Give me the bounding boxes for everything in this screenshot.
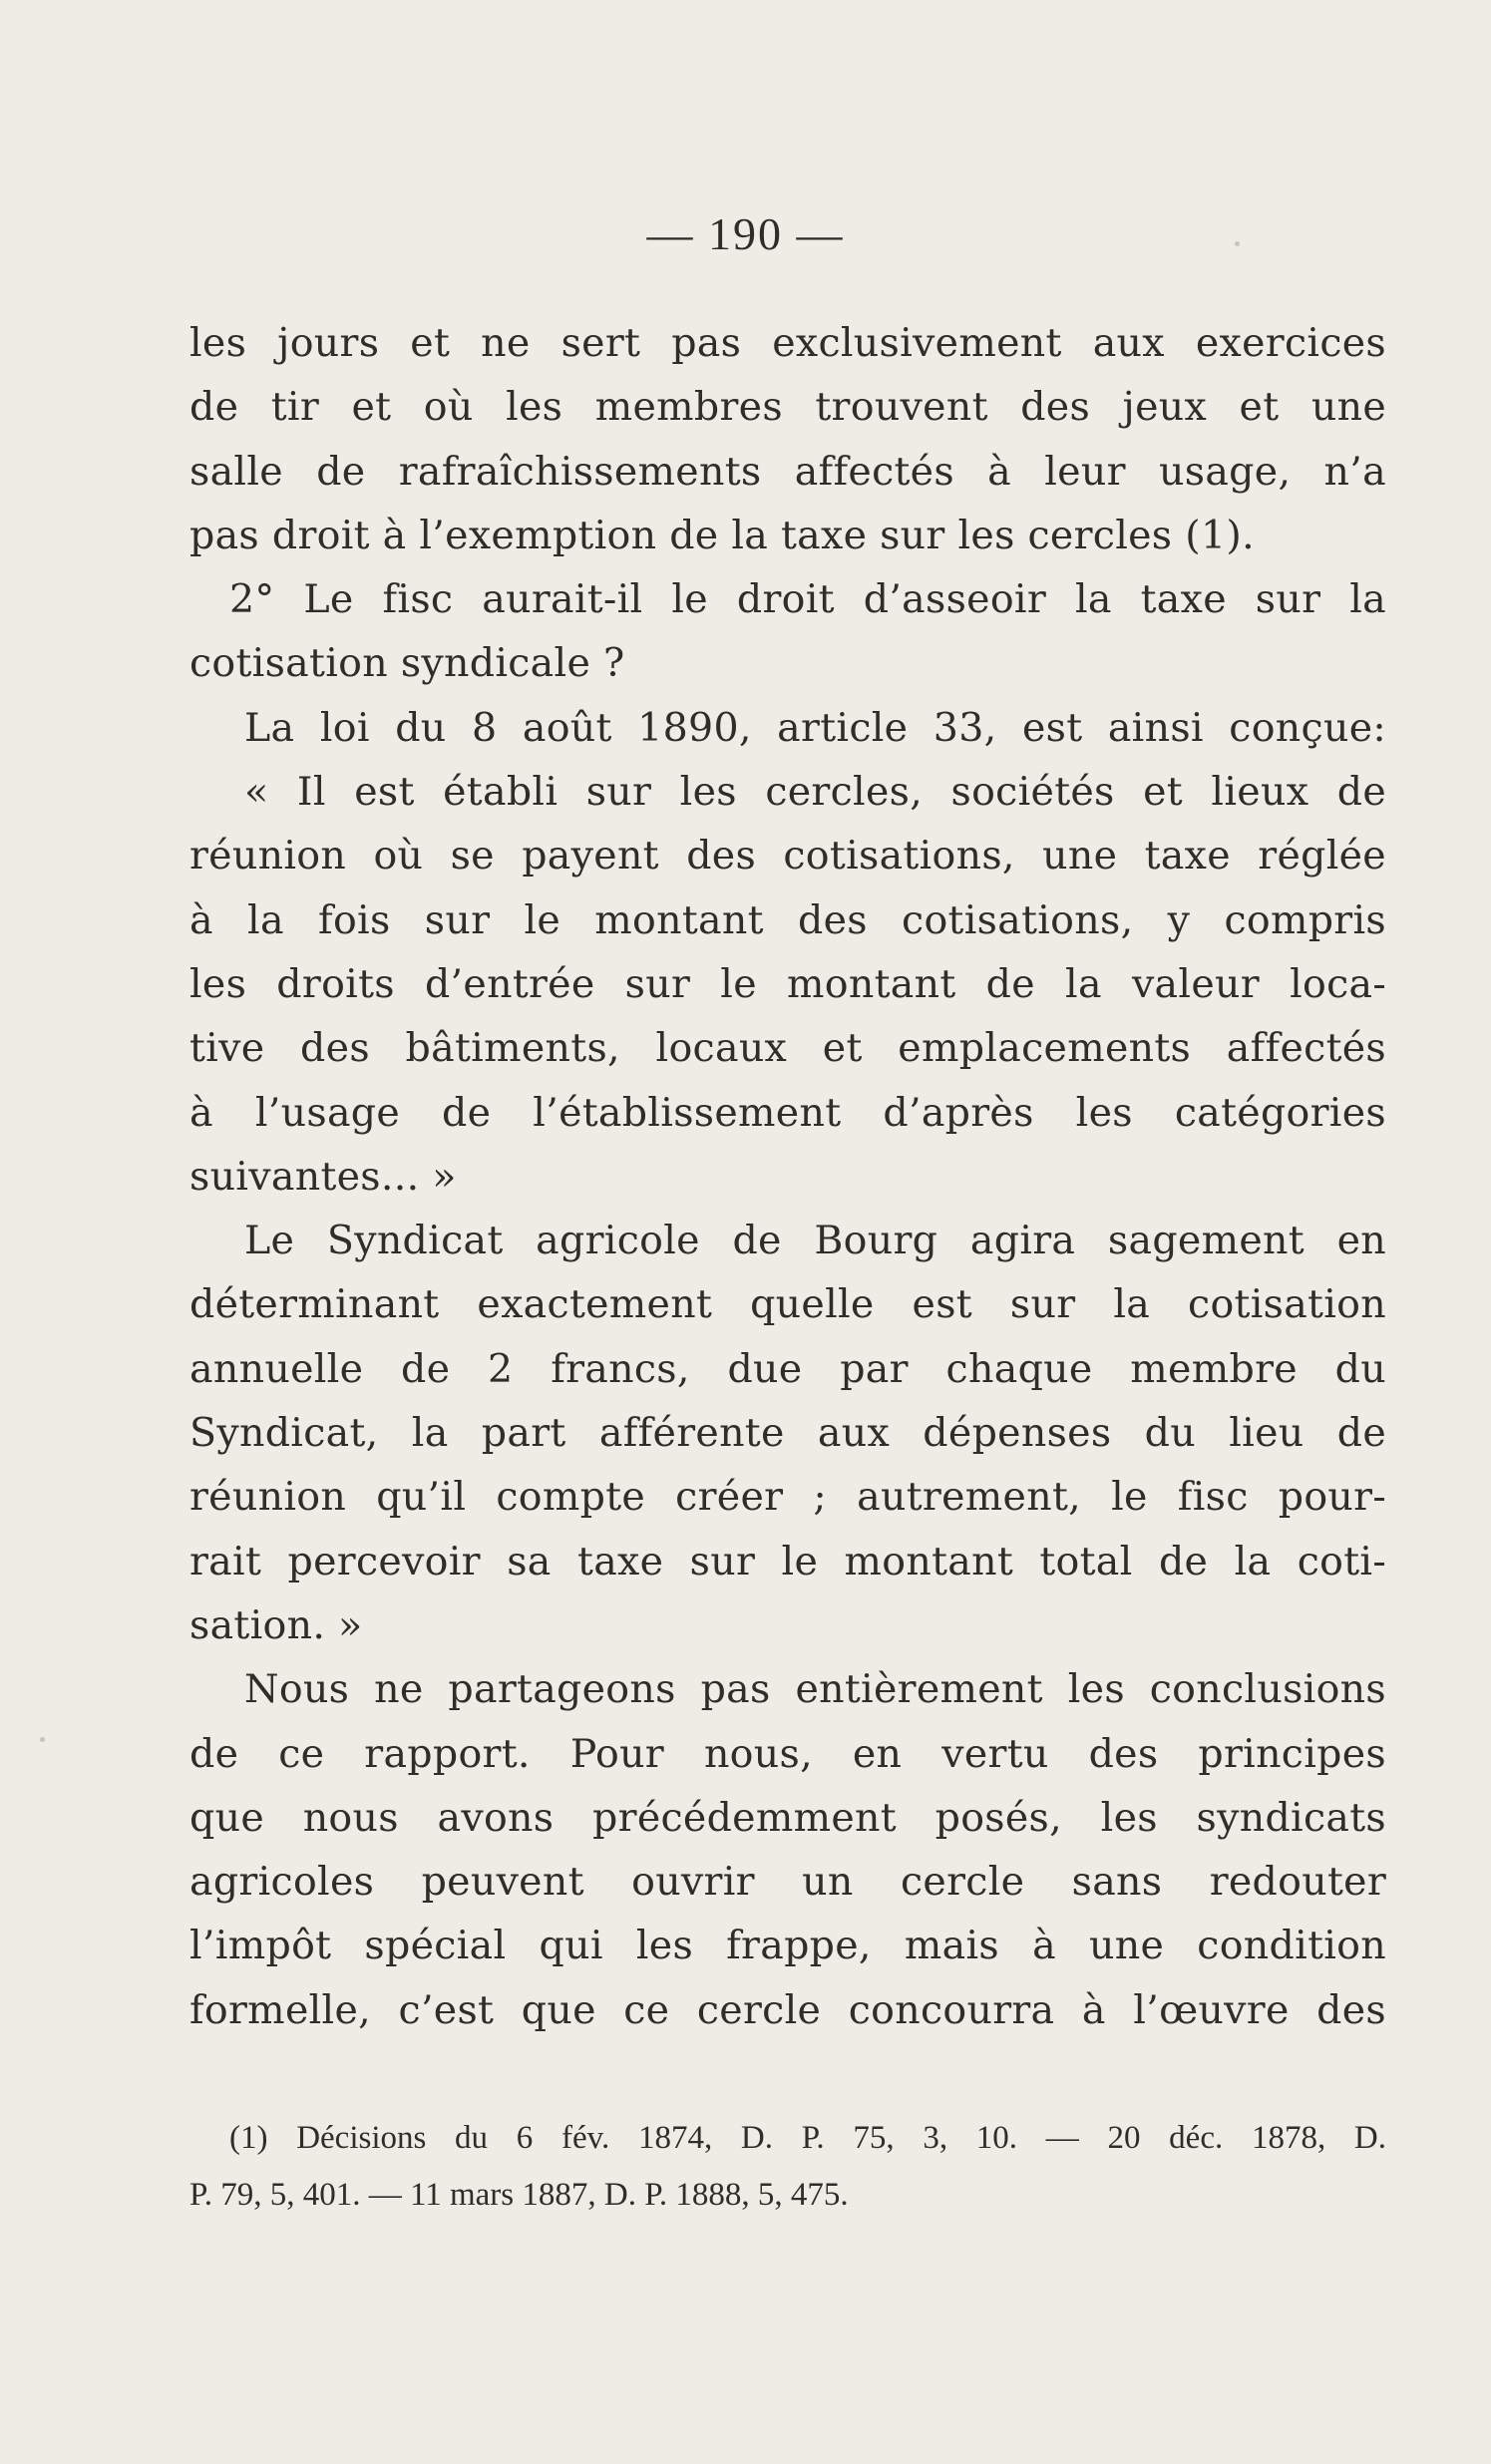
text-line: formelle, c’est que ce cercle concourra à l’œuvre des bbox=[189, 1986, 1386, 2033]
paper-speck bbox=[1235, 241, 1240, 246]
text-line: de tir et où les membres trouvent des jeux et une bbox=[189, 384, 1386, 431]
text-line: de ce rapport. Pour nous, en vertu des principes bbox=[189, 1730, 1386, 1777]
text-line: déterminant exactement quelle est sur la cotisation bbox=[189, 1281, 1386, 1328]
text-line: tive des bâtiments, locaux et emplacements affectés bbox=[189, 1025, 1386, 1072]
text-line: rait percevoir sa taxe sur le montant total de la coti- bbox=[189, 1538, 1386, 1584]
text-line: Syndicat, la part afférente aux dépenses du lieu de bbox=[189, 1410, 1386, 1457]
text-line: cotisation syndicale ? bbox=[189, 640, 625, 687]
page-number: — 190 — bbox=[646, 208, 845, 259]
text-line: Nous ne partageons pas entièrement les conclusions bbox=[244, 1666, 1386, 1713]
text-line: pas droit à l’exemption de la taxe sur les cercles (1). bbox=[189, 512, 1255, 558]
footnote-line: P. 79, 5, 401. — 11 mars 1887, D. P. 1888, 5, 475. bbox=[189, 2177, 849, 2213]
text-line: sation. » bbox=[189, 1601, 363, 1648]
text-line: à la fois sur le montant des cotisations, y compris bbox=[189, 896, 1386, 943]
text-line: les jours et ne sert pas exclusivement aux exercices bbox=[189, 320, 1386, 366]
paper-speck bbox=[40, 1737, 45, 1742]
text-line: annuelle de 2 francs, due par chaque membre du bbox=[189, 1345, 1386, 1392]
text-line: Le Syndicat agricole de Bourg agira sagement en bbox=[244, 1218, 1386, 1264]
footnote-line: (1) Décisions du 6 fév. 1874, D. P. 75, 3, 10. — 20 déc. 1878, D. bbox=[229, 2120, 1386, 2156]
text-line: suivantes... » bbox=[189, 1153, 457, 1200]
text-line: agricoles peuvent ouvrir un cercle sans redouter bbox=[189, 1859, 1386, 1906]
text-line: réunion où se payent des cotisations, une taxe réglée bbox=[189, 833, 1386, 880]
text-line: que nous avons précédemment posés, les syndicats bbox=[189, 1794, 1386, 1841]
text-line: « Il est établi sur les cercles, sociétés et lieux de bbox=[244, 769, 1386, 816]
text-line: 2° Le fisc aurait-il le droit d’asseoir la taxe sur la bbox=[229, 576, 1386, 623]
body-text bbox=[189, 311, 1386, 2042]
footnotes bbox=[189, 2110, 1386, 2224]
text-line: réunion qu’il compte créer ; autrement, le fisc pour- bbox=[189, 1474, 1386, 1521]
text-line: les droits d’entrée sur le montant de la valeur loca- bbox=[189, 960, 1386, 1007]
text-line: salle de rafraîchissements affectés à leur usage, n’a bbox=[189, 448, 1386, 495]
text-line: La loi du 8 août 1890, article 33, est ainsi conçue: bbox=[244, 704, 1386, 751]
text-line: à l’usage de l’établissement d’après les catégories bbox=[189, 1089, 1386, 1136]
text-line: l’impôt spécial qui les frappe, mais à une condition bbox=[189, 1923, 1386, 1969]
